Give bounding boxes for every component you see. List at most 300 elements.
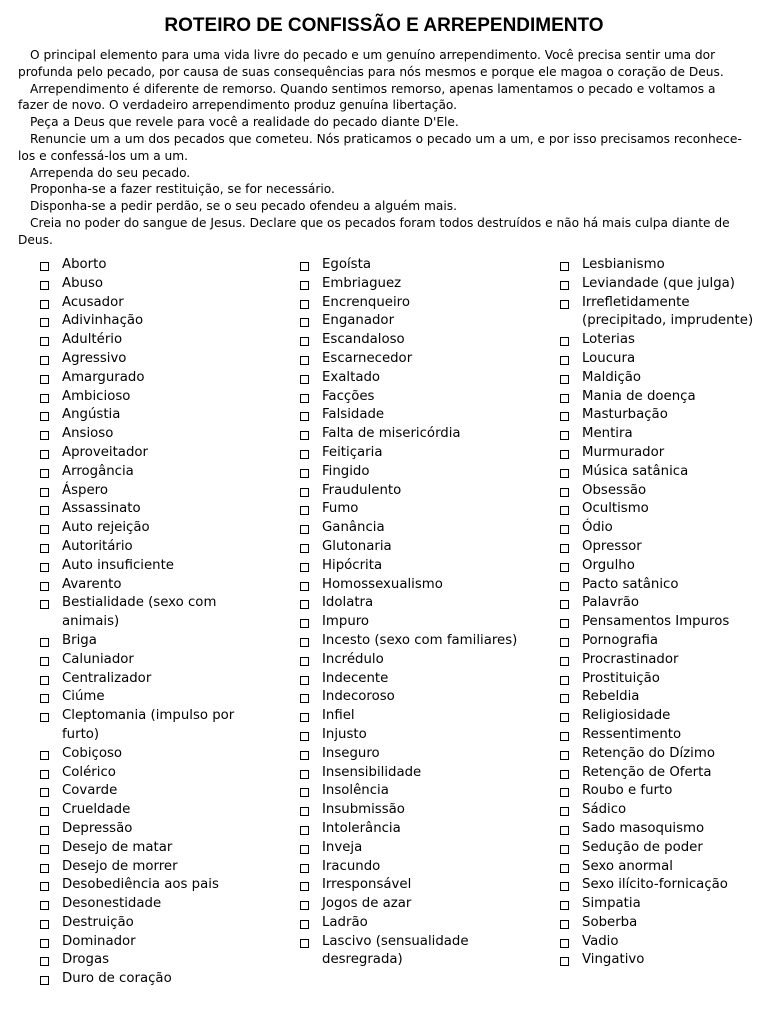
checklist-item <box>300 632 540 651</box>
checklist-item <box>560 294 755 332</box>
checklist-item <box>300 519 540 538</box>
checkbox-icon[interactable] <box>40 751 49 760</box>
checkbox-icon[interactable] <box>40 957 49 966</box>
checklist-item <box>300 444 540 463</box>
checkbox-icon[interactable] <box>560 788 569 797</box>
checklist-item-label: Exaltado <box>322 369 381 385</box>
checklist-item <box>40 406 270 425</box>
checklist-item <box>560 764 755 783</box>
checkbox-icon[interactable] <box>560 638 569 647</box>
checklist-item <box>300 500 540 519</box>
checkbox-icon[interactable] <box>560 450 569 459</box>
checklist-item <box>300 782 540 801</box>
checklist-item <box>40 707 270 745</box>
checklist-item <box>300 820 540 839</box>
checklist-item <box>300 933 540 971</box>
checklist-item-label: Retenção de Oferta <box>582 764 712 780</box>
checkbox-icon[interactable] <box>560 394 569 403</box>
checklist-item-label: Auto rejeição <box>62 520 150 536</box>
checklist-item-label: Infiel <box>322 708 355 724</box>
checkbox-icon[interactable] <box>560 544 569 553</box>
checklist-item-label: Escandaloso <box>322 332 405 348</box>
checkbox-icon[interactable] <box>40 600 49 609</box>
checkbox-icon[interactable] <box>300 525 309 534</box>
checkbox-icon[interactable] <box>40 882 49 891</box>
checklist-item-label: Palavrão <box>582 595 640 611</box>
checkbox-icon[interactable] <box>40 676 49 685</box>
checkbox-icon[interactable] <box>300 638 309 647</box>
checklist-item-label: Ambicioso <box>62 388 131 404</box>
checklist-item-label: Sedução de poder <box>582 839 703 855</box>
checkbox-icon[interactable] <box>560 920 569 929</box>
checklist-item <box>40 482 270 501</box>
checkbox-icon[interactable] <box>300 563 309 572</box>
checkbox-icon[interactable] <box>300 337 309 346</box>
checklist-item-label: Ladrão <box>322 914 368 930</box>
checklist-item-label: Loucura <box>582 350 636 366</box>
checkbox-icon[interactable] <box>560 713 569 722</box>
checklist-item <box>300 369 540 388</box>
checkbox-icon[interactable] <box>40 506 49 515</box>
checklist-item-label: Insolência <box>322 783 389 799</box>
checklist-item <box>40 876 270 895</box>
checklist-column-2 <box>300 256 540 970</box>
checklist-item <box>560 782 755 801</box>
checkbox-icon[interactable] <box>40 788 49 797</box>
checklist-item <box>40 745 270 764</box>
page-title: ROTEIRO DE CONFISSÃO E ARREPENDIMENTO <box>164 15 604 36</box>
checkbox-icon[interactable] <box>40 544 49 553</box>
checklist-item <box>40 670 270 689</box>
checkbox-icon[interactable] <box>40 412 49 421</box>
checklist-item-label: Hipócrita <box>322 557 383 573</box>
checklist-item <box>40 557 270 576</box>
checklist-item <box>40 688 270 707</box>
checklist-item <box>40 312 270 331</box>
checkbox-icon[interactable] <box>560 957 569 966</box>
intro-paragraph: Creia no poder do sangue de Jesus. Declare que os pecados foram todos destruídos e não há mais culpa diante de Deus. <box>18 215 730 247</box>
intro-paragraph: Peça a Deus que revele para você a realidade do pecado diante D'Ele. <box>30 115 459 130</box>
checkbox-icon[interactable] <box>40 864 49 873</box>
checkbox-icon[interactable] <box>560 807 569 816</box>
checklist-item-label: Encrenqueiro <box>322 294 410 310</box>
checkbox-icon[interactable] <box>560 431 569 440</box>
checklist-item <box>300 482 540 501</box>
checklist-item <box>300 670 540 689</box>
checklist-item <box>300 350 540 369</box>
checkbox-icon[interactable] <box>560 694 569 703</box>
checklist-item <box>300 425 540 444</box>
checkbox-icon[interactable] <box>560 751 569 760</box>
checkbox-icon[interactable] <box>40 281 49 290</box>
intro-paragraph: Disponha-se a pedir perdão, se o seu pecado ofendeu a alguém mais. <box>30 199 457 214</box>
checklist-item-label: Pornografia <box>582 632 659 648</box>
checklist-item <box>40 294 270 313</box>
checklist-item-label: Ansioso <box>62 426 114 442</box>
checklist-item-label: Egoísta <box>322 257 371 272</box>
checkbox-icon[interactable] <box>40 657 49 666</box>
checkbox-icon[interactable] <box>300 845 309 854</box>
checklist-item-label: Desobediência aos pais <box>62 877 219 893</box>
checklist-item-label: Loterias <box>582 332 635 348</box>
checklist-item <box>300 839 540 858</box>
checklist-item-label: Assassinato <box>62 501 141 517</box>
checklist-item-label: Impuro <box>322 614 370 630</box>
checkbox-icon[interactable] <box>40 375 49 384</box>
checklist-item <box>560 858 755 877</box>
checkbox-icon[interactable] <box>560 506 569 515</box>
checkbox-icon[interactable] <box>40 845 49 854</box>
checklist-item <box>40 519 270 538</box>
checklist-item <box>560 482 755 501</box>
checkbox-icon[interactable] <box>40 356 49 365</box>
checklist-item-label: Aproveitador <box>62 444 148 460</box>
checkbox-icon[interactable] <box>300 412 309 421</box>
checkbox-icon[interactable] <box>40 976 49 985</box>
checklist-item-label: Irresponsável <box>322 877 412 893</box>
checklist-item <box>560 801 755 820</box>
checkbox-icon[interactable] <box>300 318 309 327</box>
checkbox-icon[interactable] <box>40 262 49 271</box>
checklist-item <box>560 369 755 388</box>
checklist-item-label: Obsessão <box>582 482 647 498</box>
checklist-item <box>300 331 540 350</box>
checklist-item <box>40 388 270 407</box>
checklist-item <box>300 726 540 745</box>
checklist-item <box>40 632 270 651</box>
checklist-item <box>560 651 755 670</box>
checklist-item-label: Indecoroso <box>322 689 395 705</box>
checklist-item <box>40 820 270 839</box>
checkbox-icon[interactable] <box>560 375 569 384</box>
checkbox-icon[interactable] <box>300 394 309 403</box>
checklist-item <box>40 801 270 820</box>
checklist-item <box>300 858 540 877</box>
checklist-item <box>560 876 755 895</box>
checkbox-icon[interactable] <box>300 770 309 779</box>
checkbox-icon[interactable] <box>40 469 49 478</box>
checklist-item-label: Vingativo <box>582 952 645 968</box>
checkbox-icon[interactable] <box>560 525 569 534</box>
checklist-item-label: Autoritário <box>62 538 133 554</box>
checkbox-icon[interactable] <box>300 300 309 309</box>
checklist-item <box>300 801 540 820</box>
checklist-item-label: Agressivo <box>62 350 127 366</box>
checklist-item-label: Sádico <box>582 802 627 818</box>
checkbox-icon[interactable] <box>560 845 569 854</box>
checklist-item-label: Religiosidade <box>582 708 671 724</box>
checkbox-icon[interactable] <box>560 337 569 346</box>
checklist-item-label: Insubmissão <box>322 802 405 818</box>
checklist-item-label: Prostituição <box>582 670 660 686</box>
checklist-item-label: Falsidade <box>322 407 385 423</box>
checkbox-icon[interactable] <box>300 281 309 290</box>
checkbox-icon[interactable] <box>560 412 569 421</box>
checklist-item <box>40 933 270 952</box>
checkbox-icon[interactable] <box>40 826 49 835</box>
checkbox-icon[interactable] <box>300 506 309 515</box>
checklist-item-label: Orgulho <box>582 557 635 573</box>
checkbox-icon[interactable] <box>560 563 569 572</box>
checklist-item <box>560 388 755 407</box>
checklist-item-label: Pacto satânico <box>582 576 679 592</box>
checkbox-icon[interactable] <box>560 281 569 290</box>
checklist-item-label: Sexo anormal <box>582 858 673 874</box>
checklist-item-label: Destruição <box>62 914 134 930</box>
checklist-item-label: Ganância <box>322 520 385 536</box>
checklist-item-label: Jogos de azar <box>322 896 412 912</box>
checkbox-icon[interactable] <box>300 431 309 440</box>
checkbox-icon[interactable] <box>40 694 49 703</box>
checklist-item-label: Mania de doença <box>582 388 696 404</box>
checklist-item-label: Incesto (sexo com familiares) <box>322 632 518 648</box>
checkbox-icon[interactable] <box>300 619 309 628</box>
checkbox-icon[interactable] <box>300 864 309 873</box>
checkbox-icon[interactable] <box>560 582 569 591</box>
checklist-item-label: Injusto <box>322 726 367 742</box>
checkbox-icon[interactable] <box>560 469 569 478</box>
checklist-item <box>300 914 540 933</box>
checkbox-icon[interactable] <box>300 657 309 666</box>
checklist-item-label: Glutonaria <box>322 538 392 554</box>
checkbox-icon[interactable] <box>40 939 49 948</box>
checkbox-icon[interactable] <box>300 713 309 722</box>
checkbox-icon[interactable] <box>560 882 569 891</box>
checklist-item <box>40 858 270 877</box>
checkbox-icon[interactable] <box>560 300 569 309</box>
checkbox-icon[interactable] <box>40 920 49 929</box>
checkbox-icon[interactable] <box>560 657 569 666</box>
checklist-item-label: Opressor <box>582 538 642 554</box>
checklist-item-label: Idolatra <box>322 595 374 611</box>
checklist-item-label: Intolerância <box>322 820 401 836</box>
checklist-item <box>40 651 270 670</box>
checklist-item <box>300 294 540 313</box>
checklist-item-label: Vadio <box>582 933 619 949</box>
checklist-item <box>40 444 270 463</box>
checklist-column-3 <box>560 256 755 970</box>
checklist-item <box>560 500 755 519</box>
checklist-item <box>560 519 755 538</box>
checklist-item <box>300 876 540 895</box>
checklist-item <box>300 463 540 482</box>
checkbox-icon[interactable] <box>40 394 49 403</box>
checklist-item-label: Maldição <box>582 369 642 385</box>
checklist-item <box>40 839 270 858</box>
checkbox-icon[interactable] <box>300 694 309 703</box>
checklist-item-label: Música satânica <box>582 463 689 479</box>
checklist-item-label: Ressentimento <box>582 726 682 742</box>
checkbox-icon[interactable] <box>560 488 569 497</box>
checklist-column-1 <box>40 256 270 989</box>
checklist-item-label: Irrefletidamente (precipitado, imprudente) <box>582 294 754 329</box>
checkbox-icon[interactable] <box>40 488 49 497</box>
checkbox-icon[interactable] <box>300 676 309 685</box>
checkbox-icon[interactable] <box>40 525 49 534</box>
checklist-item-label: Enganador <box>322 313 395 329</box>
checklist-item-label: Procrastinador <box>582 651 679 667</box>
checkbox-icon[interactable] <box>300 920 309 929</box>
checklist-item-label: Cobiçoso <box>62 745 123 761</box>
checkbox-icon[interactable] <box>560 864 569 873</box>
intro-paragraph: Arrependa do seu pecado. <box>30 165 191 180</box>
checklist-item-label: Facções <box>322 388 375 404</box>
checklist-item-label: Mentira <box>582 426 633 442</box>
checklist-item <box>560 275 755 294</box>
checkbox-icon[interactable] <box>40 318 49 327</box>
checkbox-icon[interactable] <box>300 488 309 497</box>
checklist-item <box>560 613 755 632</box>
checklist-item-label: Adultério <box>62 332 123 348</box>
checklist-item <box>560 331 755 350</box>
checklist-item-label: Fingido <box>322 463 370 479</box>
checklist-item-label: Leviandade (que julga) <box>582 275 735 291</box>
checkbox-icon[interactable] <box>560 939 569 948</box>
checklist-item-label: Escarnecedor <box>322 350 413 366</box>
checklist-item <box>560 895 755 914</box>
checklist-item-label: Centralizador <box>62 670 152 686</box>
intro-paragraph: Proponha-se a fazer restituição, se for necessário. <box>30 182 335 197</box>
checkbox-icon[interactable] <box>560 600 569 609</box>
checklist-item-label: Retenção do Dízimo <box>582 745 715 761</box>
checkbox-icon[interactable] <box>40 807 49 816</box>
checklist-item-label: Lascivo (sensualidade desregrada) <box>322 933 469 968</box>
checkbox-icon[interactable] <box>300 751 309 760</box>
checkbox-icon[interactable] <box>40 582 49 591</box>
checklist-item <box>560 726 755 745</box>
checklist-item <box>300 613 540 632</box>
checklist-item-label: Covarde <box>62 783 118 799</box>
checkbox-icon[interactable] <box>560 901 569 910</box>
checklist-item <box>560 670 755 689</box>
checkbox-icon[interactable] <box>560 356 569 365</box>
checklist-item-label: Feitiçaria <box>322 444 383 460</box>
checkbox-icon[interactable] <box>40 770 49 779</box>
checklist-item <box>40 425 270 444</box>
checklist-item-label: Desejo de matar <box>62 839 173 855</box>
checkbox-icon[interactable] <box>300 262 309 271</box>
checklist-item <box>40 256 270 275</box>
checklist-item-label: Iracundo <box>322 858 381 874</box>
checklist-item <box>560 557 755 576</box>
checkbox-icon[interactable] <box>300 356 309 365</box>
checkbox-icon[interactable] <box>300 600 309 609</box>
checklist-item <box>300 745 540 764</box>
checklist-item-label: Incrédulo <box>322 651 384 667</box>
checkbox-icon[interactable] <box>300 732 309 741</box>
checklist-item-label: Fraudulento <box>322 482 402 498</box>
checkbox-icon[interactable] <box>40 450 49 459</box>
checklist-item <box>40 970 270 989</box>
checklist-item-label: Inseguro <box>322 745 380 761</box>
checkbox-icon[interactable] <box>40 563 49 572</box>
checklist-item <box>40 369 270 388</box>
checklist-item <box>560 820 755 839</box>
checklist-item-label: Auto insuficiente <box>62 557 174 573</box>
checklist-item <box>560 350 755 369</box>
checkbox-icon[interactable] <box>300 901 309 910</box>
checkbox-icon[interactable] <box>560 619 569 628</box>
checkbox-icon[interactable] <box>300 882 309 891</box>
checklist-item <box>300 707 540 726</box>
checklist-item-label: Simpatia <box>582 896 641 912</box>
intro-paragraph: Renuncie um a um dos pecados que cometeu. Nós praticamos o pecado um a um, e por isso precisamos reconhece-los e confessá-los um a um. <box>18 131 742 163</box>
checklist-item-label: Homossexualismo <box>322 576 443 592</box>
checkbox-icon[interactable] <box>560 676 569 685</box>
checkbox-icon[interactable] <box>300 826 309 835</box>
checklist-item-label: Aborto <box>62 257 107 272</box>
checklist-item <box>560 745 755 764</box>
checklist-item <box>300 557 540 576</box>
checkbox-icon[interactable] <box>300 939 309 948</box>
checklist-item <box>560 914 755 933</box>
checkbox-icon[interactable] <box>300 788 309 797</box>
checklist-item <box>40 594 270 632</box>
checkbox-icon[interactable] <box>40 337 49 346</box>
checklist-item-label: Colérico <box>62 764 116 780</box>
checklist-item <box>300 406 540 425</box>
checkbox-icon[interactable] <box>40 638 49 647</box>
checklist-item-label: Drogas <box>62 952 110 968</box>
checklist-item-label: Soberba <box>582 914 638 930</box>
checklist-item-label: Angústia <box>62 407 121 423</box>
checklist-item <box>560 538 755 557</box>
checkbox-icon[interactable] <box>300 807 309 816</box>
checklist-item-label: Briga <box>62 632 97 648</box>
checklist-item-label: Sexo ilícito-fornicação <box>582 877 728 893</box>
checklist-item-label: Desejo de morrer <box>62 858 178 874</box>
checklist-item-label: Desonestidade <box>62 896 162 912</box>
checklist-item <box>560 933 755 952</box>
checkbox-icon[interactable] <box>300 375 309 384</box>
checklist-item-label: Adivinhação <box>62 313 144 329</box>
checklist-item-label: Acusador <box>62 294 124 310</box>
checkbox-icon[interactable] <box>300 450 309 459</box>
checkbox-icon[interactable] <box>300 469 309 478</box>
checklist-item <box>300 764 540 783</box>
checkbox-icon[interactable] <box>560 262 569 271</box>
checklist-item-label: Crueldade <box>62 802 131 818</box>
checklist-item-label: Fumo <box>322 501 359 517</box>
checklist-item <box>40 275 270 294</box>
checkbox-icon[interactable] <box>40 713 49 722</box>
checkbox-icon[interactable] <box>40 300 49 309</box>
checklist-item <box>560 688 755 707</box>
checklist-item <box>300 312 540 331</box>
checklist-item <box>300 651 540 670</box>
intro-paragraph: Arrependimento é diferente de remorso. Quando sentimos remorso, apenas lamentamos o pecado e voltamos a fazer de novo. O verdadeiro arrependimento produz genuína libertação. <box>18 81 716 113</box>
checkbox-icon[interactable] <box>560 770 569 779</box>
checklist-item-label: Áspero <box>62 482 108 498</box>
checklist-item-label: Dominador <box>62 933 136 949</box>
checklist-item-label: Inveja <box>322 839 363 855</box>
checklist-item-label: Avarento <box>62 576 122 592</box>
checkbox-icon[interactable] <box>40 431 49 440</box>
checklist-item <box>300 388 540 407</box>
checkbox-icon[interactable] <box>300 582 309 591</box>
checkbox-icon[interactable] <box>300 544 309 553</box>
checklist-item <box>300 594 540 613</box>
checklist-item <box>40 538 270 557</box>
checklist-item <box>560 594 755 613</box>
checkbox-icon[interactable] <box>40 901 49 910</box>
checklist-item <box>560 707 755 726</box>
checkbox-icon[interactable] <box>560 826 569 835</box>
checklist-item-label: Caluniador <box>62 651 134 667</box>
checklist-item-label: Ódio <box>582 520 613 536</box>
checklist-item-label: Arrogância <box>62 463 134 479</box>
checkbox-icon[interactable] <box>560 732 569 741</box>
